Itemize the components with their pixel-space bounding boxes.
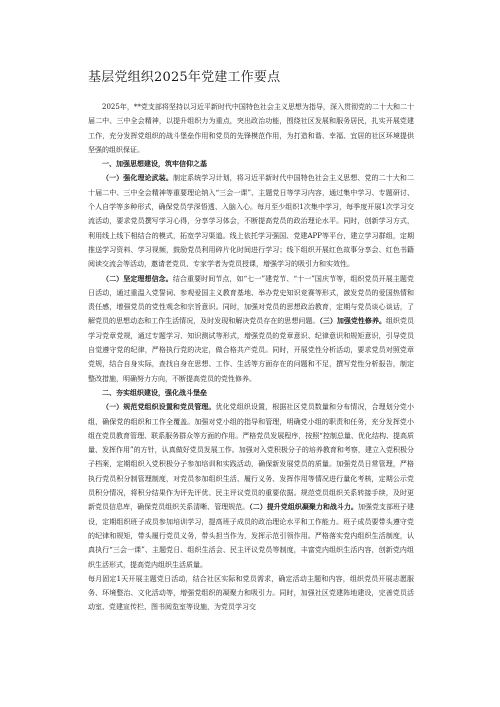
- section-1-subheading-3: （三）加强党性修养。: [319, 316, 386, 326]
- section-2-paragraph-1: [88, 400, 414, 572]
- section-1-text-3: 组织党员学习党章党规，通过专题学习、知识测试等形式，增强党员的党章意识、纪律意识和规矩意识，引导党员自觉遵守党的纪律，严格执行党的决定，做合格共产党员。同时，开展党性分析活动，要求党员对照党章党规，结合自身实际，查找自身在思想、工作、生活等方面存在的问题和不足，撰写党性分析报告，制定整改措施，明确努力方向，不断提高党员的党性修养。: [88, 317, 414, 383]
- section-1-text-1: 制定系统学习计划，将习近平新时代中国特色社会主义思想、党的二十大和二十届二中、三中全会精神等重要理论纳入“三会一课”、主题党日等学习内容，通过集中学习、专题研讨、个人自学等多种形式，确保党员学深悟透、入脑入心。每月至少组织1次集中学习，每季度开展1次学习交流活动，要求党员撰写学习心得，分享学习体会，不断提高党员的政治理论水平。同时，创新学习方式，利用线上线下相结合的模式，拓宽学习渠道。线上依托学习强国、党建APP等平台，建立学习群组，定期推送学习资料、学习视频，鼓励党员利用碎片化时间进行学习；线下组织开展红色故事分享会、红色书籍阅读交流会等活动，邀请老党员、专家学者为党员授课，增强学习的吸引力和实效性。: [88, 174, 414, 269]
- section-2-subheading-1: （一）规范党组织设置和党员管理。: [102, 402, 216, 412]
- section-1-subheading-2: （二）坚定理想信念。: [102, 273, 173, 283]
- section-1-paragraph-2: [88, 272, 414, 386]
- section-2-text-1: 优化党组织设置，根据社区党员数量和分布情况，合理划分党小组，确保党的组织和工作全覆盖。加强对党小组的指导和管理，明确党小组的职责和任务，充分发挥党小组在党员教育管理、联系服务群众等方面的作用。严格党员发展程序，按照“控制总量、优化结构、提高质量、发挥作用”的方针，认真做好党员发展工作。加强对入党积极分子的培养教育和考察，建立入党积极分子档案，定期组织入党积极分子参加培训和实践活动，确保新发展党员的质量。加强党员日常管理，严格执行党员积分制管理制度，对党员参加组织生活、履行义务、发挥作用等情况进行量化考核，定期公示党员积分情况，将积分结果作为评先评优、民主评议党员的重要依据。规范党员组织关系转接手续，及时更新党员信息库，确保党员组织关系清晰、管理规范。: [88, 403, 414, 512]
- section-2-heading: 二、夯实组织建设，强化战斗堡垒: [102, 387, 207, 397]
- section-2-subheading-2: （二）提升党组织凝聚力和战斗力。: [249, 502, 358, 512]
- section-1-subheading-1: （一）强化理论武装。: [102, 173, 173, 183]
- intro-paragraph: 2025年，**党支部将坚持以习近平新时代中国特色社会主义思想为指导，深入贯彻党的二十大和二十届二中、三中全会精神，以提升组织力为重点，突出政治功能，围绕社区发展和服务居民，扎实开展党建工作，充分发挥党组织的战斗堡垒作用和党员的先锋模范作用，为打造和谐、幸福、宜居的社区环境提供坚强的组织保证。: [88, 103, 414, 154]
- section-1-paragraph-1: [88, 171, 414, 271]
- page-title: 基层党组织2025年党建工作要点: [88, 70, 281, 85]
- section-2-paragraph-3: 每月固定1天开展主题党日活动，结合社区实际和党员需求，确定活动主题和内容，组织党员开展志愿服务、环境整治、文化活动等，增强党组织的凝聚力和吸引力。同时，加强社区党建阵地建设，完善党员活动室、党建宣传栏、图书阅览室等设施，为党员学习交: [88, 574, 414, 612]
- document-body: [88, 100, 414, 700]
- section-2-text-2: 加强党支部班子建设，定期组织班子成员参加培训学习，提高班子成员的政治理论水平和工作能力。班子成员要带头遵守党的纪律和规矩，带头履行党员义务，带头担当作为，发挥示范引领作用。严格落实党内组织生活制度，认真执行“三会一课”、主题党日、组织生活会、民主评议党员等制度，丰富党内组织生活内容，创新党内组织生活形式，提高党内组织生活质量。: [88, 503, 414, 569]
- section-1-text-2: 结合重要时间节点，如“七一”建党节、“十一”国庆节等，组织党员开展主题党日活动，通过重温入党誓词、参观爱国主义教育基地、举办党史知识竞赛等形式，激发党员的爱国热情和责任感，增强党员的党性观念和宗旨意识。同时，加强对党员的思想政治教育，定期与党员谈心谈话，了解党员的思想动态和工作生活情况，及时发现和解决党员存在的思想问题。: [88, 274, 414, 326]
- section-1-heading: 一、加强思想建设，筑牢信仰之基: [102, 159, 207, 169]
